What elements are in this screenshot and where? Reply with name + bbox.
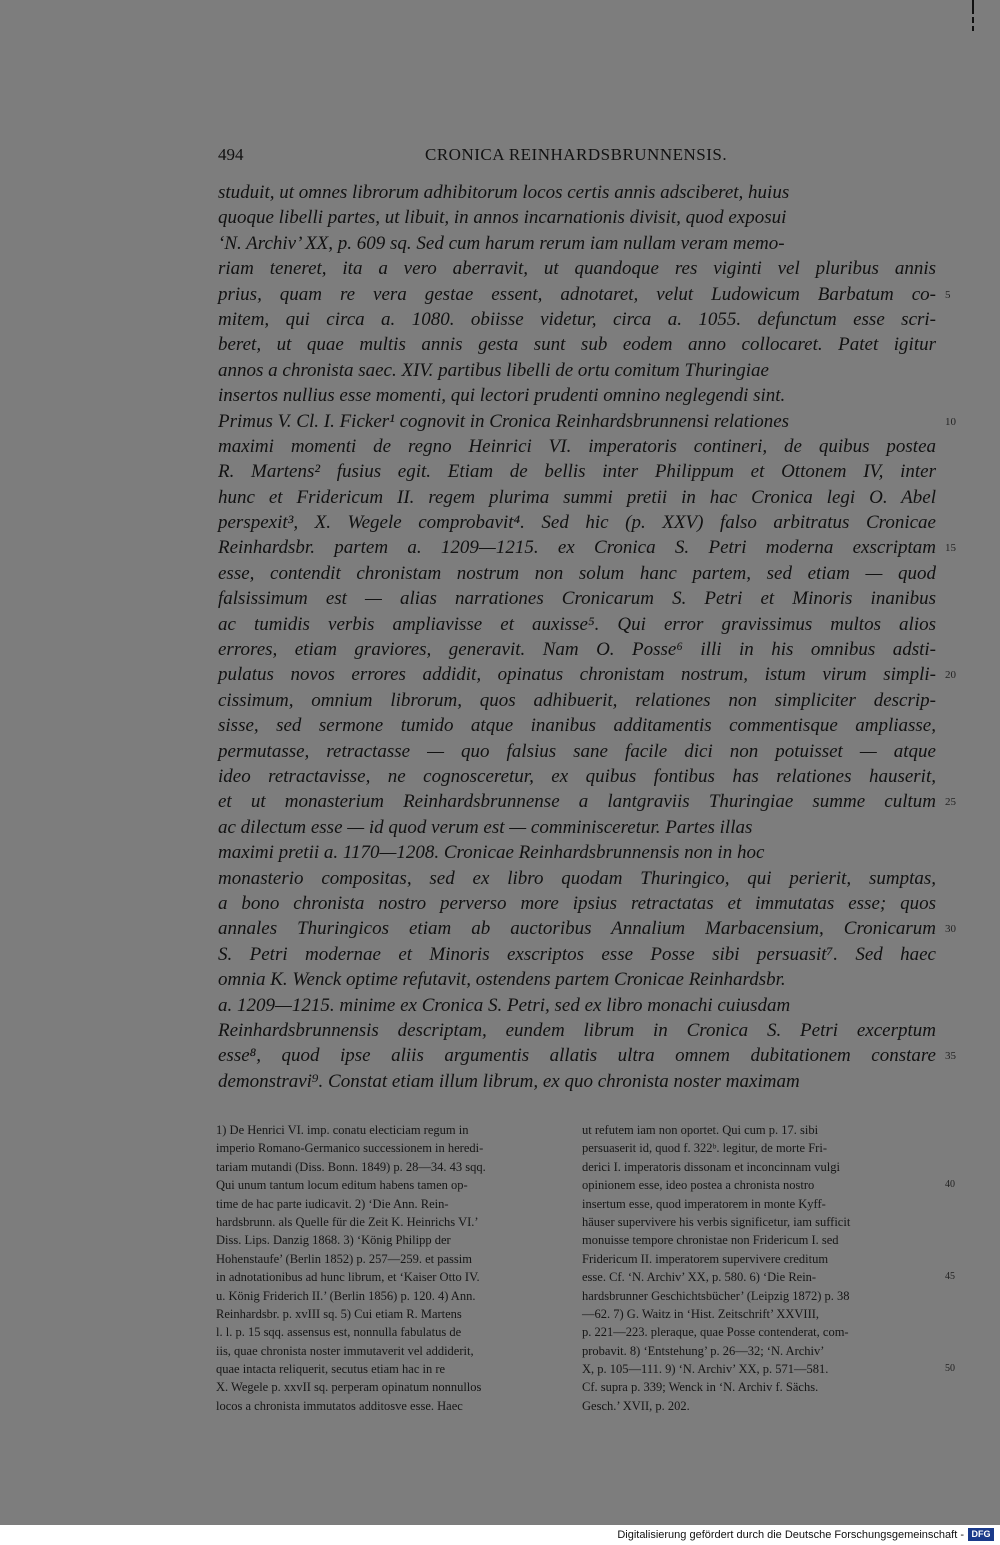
line-number: 15 [945,542,956,555]
body-line-text: R. Martens² fusius egit. Etiam de bellis inter Philippum et Ottonem IV, inter [218,461,936,483]
body-line-text: esse, contendit chronistam nostrum non solum hanc partem, sed etiam — quod [218,562,936,584]
footnote-line-text: Gesch.’ XVII, p. 202. [582,1398,690,1413]
footnote-line-text: monuisse tempore chronistae non Fridericum I. sed [582,1233,839,1248]
body-line-text: annos a chronista saec. XIV. partibus libelli de ortu comitum Thuringiae [218,359,769,381]
footnote-line: X. Wegele p. xxvII sq. perperam opinatum nonnullos [216,1380,482,1395]
body-line-text: a. 1209—1215. minime ex Cronica S. Petri, sed ex libro monachi cuiusdam [218,994,791,1016]
body-line-text: esse⁸, quod ipse aliis argumentis allatis ultra omnem dubitationem constare [218,1045,936,1067]
line-number: 30 [945,923,956,936]
footnote-line-text: persuaserit id, quod f. 322ᵇ. legitur, de morte Fri- [582,1141,827,1156]
body-line-text: prius, quam re vera gestae essent, adnotaret, velut Ludowicum Barbatum co- [218,283,936,305]
body-line [218,409,956,434]
footnote-line-text: insertum esse, quod imperatorem in monte Kyff- [582,1196,826,1211]
body-line-text: Reinhardsbr. partem a. 1209—1215. ex Cronica S. Petri moderna exscriptam [218,537,936,559]
body-line [218,205,936,230]
footnote-line [582,1397,934,1415]
body-line-text: a bono chronista nostro perverso more ipsius retractatas et immutatas esse; quos [218,892,936,914]
footnote-line [582,1342,934,1360]
footnotes [216,1121,956,1441]
body-line [218,993,936,1018]
footnote-line-text: Fridericum II. imperatorem supervivere creditum [582,1251,829,1266]
body-line [218,942,936,967]
body-line [218,535,956,560]
body-line [218,739,936,764]
body-line-text: riam teneret, ita a vero aberravit, ut quandoque res viginti vel pluribus annis [218,258,936,280]
body-line [218,307,936,332]
body-line [218,891,936,916]
footnote-line-text: derici I. imperatoris dissonam et inconcinnam vulgi [582,1159,840,1174]
body-line [218,1069,936,1094]
body-line-text: beret, ut quae multis annis gesta sunt sub eodem anno collocaret. Patet igitur [218,334,936,356]
line-number: 40 [945,1179,955,1191]
body-line [218,713,936,738]
body-line [218,1043,956,1068]
line-number: 25 [945,796,956,809]
body-line-text: cissimum, omnium librorum, quos adhibuerit, relationes non simpliciter descrip- [218,689,936,711]
body-line [218,967,936,992]
footnote-line [582,1158,934,1176]
footnotes-right-column [582,1121,955,1415]
body-line [218,662,956,687]
footnote-line-text: X, p. 105—111. 9) ‘N. Archiv’ XX, p. 571—581. [582,1362,829,1377]
line-number: 5 [945,288,951,301]
body-line [218,586,936,611]
footnote-line: Reinhardsbr. p. xvIII sq. 5) Cui etiam R. Martens [216,1306,462,1321]
footnote-line [582,1213,934,1231]
body-line [218,637,936,662]
body-line [218,612,936,637]
footnote-line [582,1176,955,1194]
footnote-line [582,1323,934,1341]
line-number: 45 [945,1271,955,1283]
body-line-text: ‘N. Archiv’ XX, p. 609 sq. Sed cum harum rerum iam nullam veram memo- [218,232,785,254]
body-line [218,1018,936,1043]
footnote-line [582,1268,955,1286]
body-line [218,282,951,307]
body-line-text: omnia K. Wenck optime refutavit, ostendens partem Cronicae Reinhardsbr. [218,969,786,991]
footnote-line-text: häuser supervivere his verbis significetur, iam sufficit [582,1214,851,1229]
footnote-line: Diss. Lips. Danzig 1868. 3) ‘König Philipp der [216,1233,451,1248]
line-number: 10 [945,415,956,428]
body-line-text: studuit, ut omnes librorum adhibitorum locos certis annis adsciberet, huius [218,182,790,203]
body-line [218,815,936,840]
body-line [218,789,956,814]
body-line-text: Reinhardsbrunnensis descriptam, eundem librum in Cronica S. Petri excerptum [218,1019,936,1041]
footnote-line [582,1287,934,1305]
footnote-line: 1) De Henrici VI. imp. conatu electiciam regum in [216,1123,469,1137]
page-header [218,145,936,169]
footnote-line [582,1360,955,1378]
footnote-line-text: Cf. supra p. 339; Wenck in ‘N. Archiv f. Sächs. [582,1380,819,1395]
body-line [218,840,936,865]
line-number: 50 [945,1363,955,1375]
body-text [218,180,956,1094]
footnote-line-text: ut refutem iam non oportet. Qui cum p. 17. sibi [582,1123,819,1137]
footnote-line: tariam mutandi (Diss. Bonn. 1849) p. 28—34. 43 sqq. [216,1159,486,1174]
body-line [218,256,936,281]
body-line [218,180,936,205]
body-line-text: maximi momenti de regno Heinrici VI. imperatoris contineri, de quibus postea [218,435,936,457]
body-line-text: monasterio compositas, sed ex libro quodam Thuringico, qui perierit, sumptas, [218,867,936,889]
footnote-line [582,1231,934,1249]
body-line-text: sisse, sed sermone tumido atque inanibus additamentis commentisque ampliasse, [218,715,936,737]
body-line-text: et ut monasterium Reinhardsbrunnense a lantgraviis Thuringiae summe cultum [218,791,936,813]
body-line [218,866,936,891]
body-line-text: quoque libelli partes, ut libuit, in annos incarnationis divisit, quod exposui [218,207,787,229]
body-line-text: S. Petri modernae et Minoris exscriptos esse Posse sibi persuasit⁷. Sed haec [218,943,936,965]
footnote-line-text: probavit. 8) ‘Entstehung’ p. 26—32; ‘N. Archiv’ [582,1343,825,1358]
footnote-line: hardsbrunn. als Quelle für die Zeit K. Heinrichs VI.’ [216,1214,479,1229]
body-line [218,383,936,408]
line-number: 20 [945,669,956,682]
footnote-line: l. l. p. 15 sqq. assensus est, nonnulla fabulatus de [216,1325,462,1340]
footnote-line [582,1139,934,1157]
body-line [218,231,936,256]
dfg-logo: DFG [968,1528,994,1541]
body-line-text: Primus V. Cl. I. Ficker¹ cognovit in Cronica Reinhardsbrunnensi relationes [218,410,790,432]
body-line [218,510,936,535]
footnote-line [582,1195,934,1213]
body-line-text: ac dilectum esse — id quod verum est — comminisceretur. Partes illas [218,816,753,838]
footnote-line [582,1121,934,1139]
body-line [218,916,956,941]
footnotes-left-column [216,1121,568,1415]
line-number: 35 [945,1050,956,1063]
body-line-text: insertos nullius esse momenti, qui lectori prudenti omnino neglegendi sint. [218,385,786,407]
body-line [218,459,936,484]
body-line [218,485,936,510]
scan-edge-marks [972,0,975,36]
running-head: CRONICA REINHARDSBRUNNENSIS. [425,145,728,164]
body-line-text: pulatus novos errores addidit, opinatus chronistam nostrum, istum virum simpli- [218,664,936,686]
footnote-line-text: hardsbrunner Geschichtsbücher’ (Leipzig 1872) p. 38 [582,1288,850,1303]
footnote-line: locos a chronista immutatos additosve esse. Haec [216,1398,463,1413]
body-line-text: ac tumidis verbis ampliavisse et auxisse⁵. Qui error gravissimus multos alios [218,613,936,635]
footnote-line-text: p. 221—223. pleraque, quae Posse contenderat, com- [582,1325,849,1340]
footnote-line: u. König Friderich II.’ (Berlin 1856) p. 120. 4) Ann. [216,1288,476,1303]
credit-text: Digitalisierung gefördert durch die Deutsche Forschungsgemeinschaft - [617,1529,964,1541]
footnote-line: iis, quae chronista noster immutaverit vel addiderit, [216,1343,474,1358]
body-line [218,764,936,789]
body-line [218,434,936,459]
footnote-line: imperio Romano-Germanico successionem in heredi- [216,1141,484,1156]
footnote-line: quae intacta reliquerit, secutus etiam hac in re [216,1362,446,1377]
footnote-line [582,1250,934,1268]
body-line [218,332,936,357]
credit-bar [0,1525,1000,1545]
footnote-line [582,1305,934,1323]
body-line-text: hunc et Fridericum II. regem plurima summi pretii in hac Cronica legi O. Abel [218,486,936,508]
page-number: 494 [218,145,244,164]
body-line-text: falsissimum est — alias narrationes Cronicarum S. Petri et Minoris inanibus [218,588,936,610]
body-line [218,358,936,383]
footnote-line-text: esse. Cf. ‘N. Archiv’ XX, p. 580. 6) ‘Die Rein- [582,1270,817,1285]
body-line-text: annales Thuringicos etiam ab auctoribus Annalium Marbacensium, Cronicarum [218,918,936,940]
body-line-text: mitem, qui circa a. 1080. obiisse videtur, circa a. 1055. defunctum esse scri- [218,308,936,330]
body-line-text: maximi pretii a. 1170—1208. Cronicae Reinhardsbrunnensis non in hoc [218,842,765,864]
footnote-line: time de hac parte iudicavit. 2) ‘Die Ann. Rein- [216,1196,449,1211]
footnote-line: in adnotationibus ad hunc librum, et ‘Kaiser Otto IV. [216,1270,480,1285]
footnote-line [582,1378,934,1396]
body-line [218,561,936,586]
footnote-line: Qui unum tantum locum editum habens tamen op- [216,1178,468,1193]
footnote-line: Hohenstaufe’ (Berlin 1852) p. 257—259. et passim [216,1251,472,1266]
footnote-line-text: opinionem esse, ideo postea a chronista nostro [582,1178,815,1193]
body-line [218,688,936,713]
body-line-text: demonstravi⁹. Constat etiam illum librum, ex quo chronista noster maximam [218,1070,800,1092]
body-line-text: ideo retractavisse, ne cognosceretur, ex quibus fontibus has relationes hauserit, [218,765,936,787]
body-line-text: perspexit³, X. Wegele comprobavit⁴. Sed hic (p. XXV) falso arbitratus Cronicae [218,512,936,534]
footnote-line-text: —62. 7) G. Waitz in ‘Hist. Zeitschrift’ XXVIII, [582,1306,820,1321]
body-line-text: permutasse, retractasse — quo falsius sane facile dici non potuisset — atque [218,740,936,762]
body-line-text: errores, etiam graviores, generavit. Nam O. Posse⁶ illi in his omnibus adsti- [218,639,936,661]
